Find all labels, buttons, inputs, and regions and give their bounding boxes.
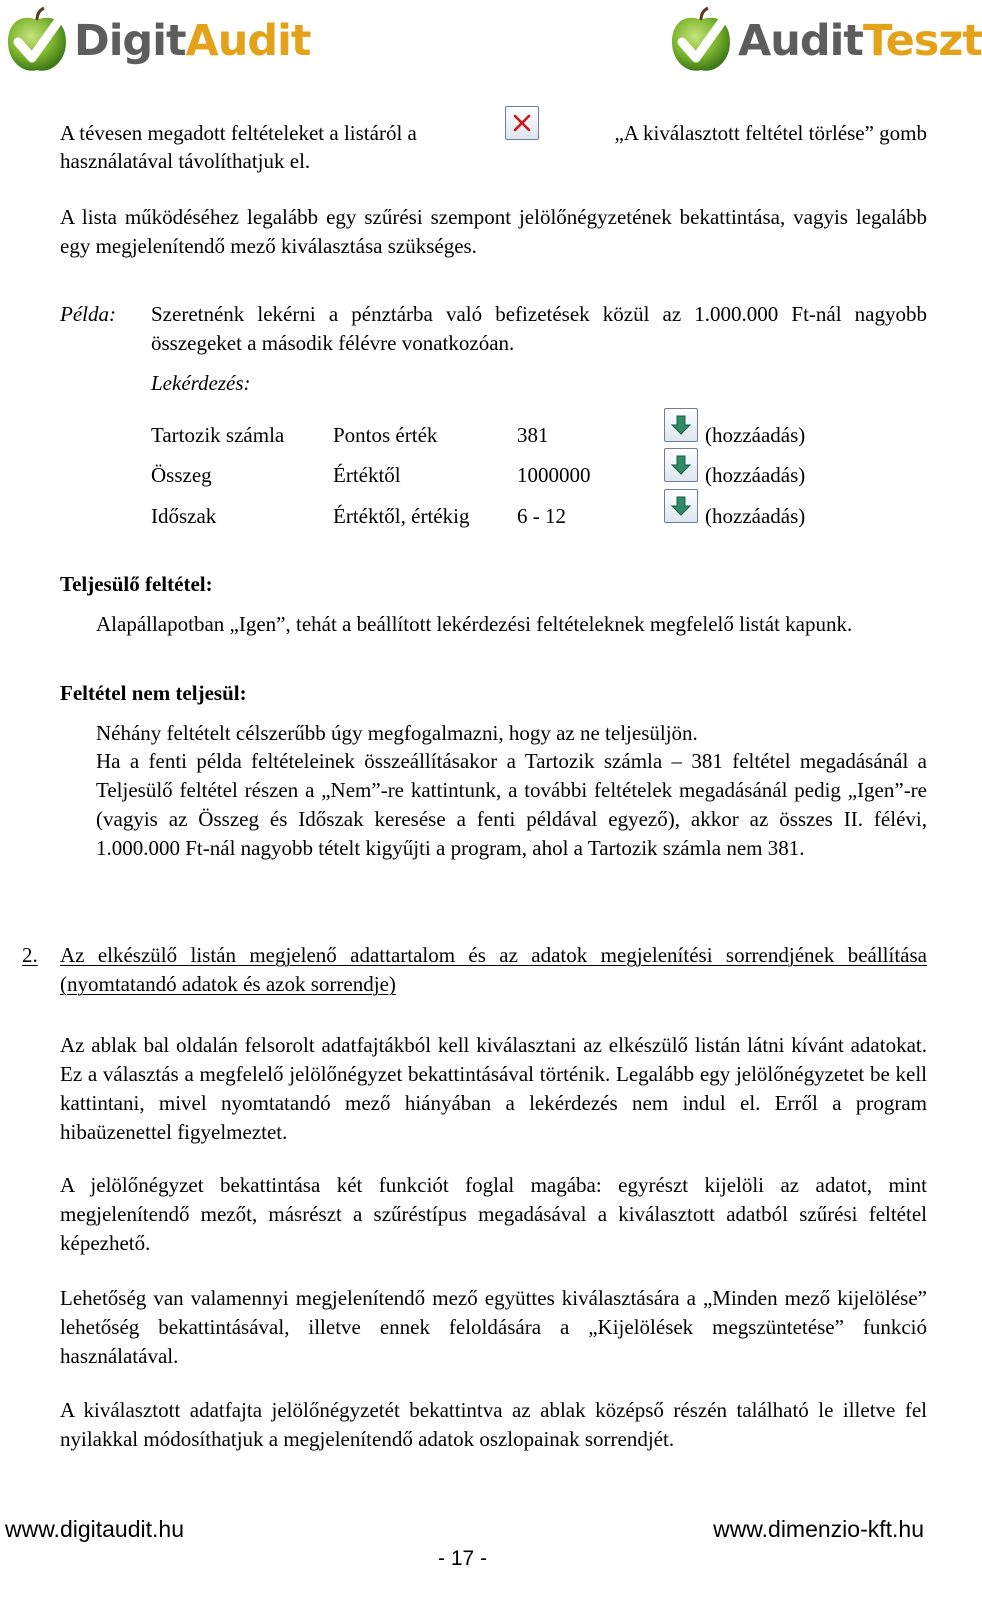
query-field: Összeg [151,463,212,487]
footer-right-link[interactable]: www.dimenzio-kft.hu [713,1516,924,1542]
not-fulfilled-text2: Ha a fenti példa feltételeinek összeállításakor a Tartozik számla – 381 feltétel megadásánál a Teljesülő feltétel részen a „Nem”-re kattintunk, a további feltételek megadásánál pedig „Igen”-re (vagyis az Összeg és Időszak keresése a fenti példával egyező), akkor az összes II. félévi, 1.000.000 Ft-nál nagyobb tételt kigyűjti a program, ahol a Tartozik számla nem 381. [96,749,927,860]
fulfilled-heading: Teljesülő feltétel: [60,572,213,596]
digitaudit-logo [4,4,310,78]
example-text: Szeretnénk lekérni a pénztárba való befizetések közül az 1.000.000 Ft-nál nagyobb összegeket a második félévre vonatkozóan. [151,302,927,355]
add-condition-button[interactable] [664,408,698,442]
section2-paragraph-3: Lehetőség van valamennyi megjelenítendő mező együttes kiválasztására a „Minden mező kijelölése” lehetőség bekattintásával, illetve ennek feloldására a „Kijelölések megszüntetése” funkció használatával. [60,1286,927,1368]
digitaudit-wordmark: DigitAudit [74,15,311,66]
not-fulfilled-heading: Feltétel nem teljesül: [60,681,247,705]
down-arrow-icon [671,414,691,436]
red-x-icon [511,112,533,134]
add-condition-button[interactable] [664,448,698,482]
query-type: Értéktől, értékig [333,504,470,528]
remove-text-line2: használatával távolíthatjuk el. [60,149,311,173]
section2-paragraph-1: Az ablak bal oldalán felsorolt adatfajtákból kell kiválasztani az elkészülő listán látni kívánt adatokat. Ez a választás a megfelelő jelölőnégyzet bekattintásával történik. Legalább egy jelölőnégyzetet be kell kattintani, mivel nyomtatandó mező hiányában a lekérdezés nem indul el. Erről a program hibaüzenettel figyelmeztet. [60,1033,927,1144]
section2-title: Az elkészülő listán megjelenő adattartalom és az adatok megjelenítési sorrendjének beállítása (nyomtatandó adatok és azok sorrendje) [60,943,927,996]
query-type: Pontos érték [333,423,438,447]
section2-paragraph-4: A kiválasztott adatfajta jelölőnégyzetét bekattintva az ablak középső részén található le illetve fel nyilakkal módosíthatjuk a megjelenítendő adatok oszlopainak sorrendjét. [60,1398,927,1451]
remove-text-before: A tévesen megadott feltételeket a listáról a [60,121,417,145]
auditteszt-wordmark: AuditTeszt [738,15,982,66]
example-label: Példa: [60,302,116,326]
footer-left-link[interactable]: www.digitaudit.hu [5,1516,184,1542]
list-requirement-paragraph: A lista működéséhez legalább egy szűrési szempont jelölőnégyzetének bekattintása, vagyis legalább egy megjelenítendő mező kiválasztása szükséges. [60,205,927,258]
query-field: Időszak [151,504,217,528]
delete-condition-button[interactable] [505,106,539,140]
apple-check-icon [4,6,70,76]
section2-number: 2. [22,943,38,967]
section2-paragraph-2: A jelölőnégyzet bekattintása két funkciót foglal magába: egyrészt kijelöli az adatot, mint megjelenítendő mezőt, másrészt a szűréstípus megadásával a kiválasztott adatból szűrési feltétel képezhető. [60,1173,927,1255]
query-field: Tartozik számla [151,423,285,447]
down-arrow-icon [671,454,691,476]
remove-text-after: „A kiválasztott feltétel törlése” gomb [614,121,927,145]
query-value: 381 [517,423,549,447]
query-value: 1000000 [517,463,591,487]
apple-check-icon [668,6,734,76]
add-condition-button[interactable] [664,489,698,523]
query-label: Lekérdezés: [151,371,251,395]
fulfilled-text: Alapállapotban „Igen”, tehát a beállított lekérdezési feltételeknek megfelelő listát kapunk. [96,612,853,636]
query-type: Értéktől [333,463,401,487]
query-action: (hozzáadás) [705,463,806,487]
query-action: (hozzáadás) [705,423,806,447]
not-fulfilled-text1: Néhány feltételt célszerűbb úgy megfogalmazni, hogy az ne teljesüljön. [96,721,698,745]
auditteszt-logo [668,4,982,78]
down-arrow-icon [671,495,691,517]
query-action: (hozzáadás) [705,504,806,528]
query-value: 6 - 12 [517,504,566,528]
page-number: - 17 - [438,1547,488,1570]
